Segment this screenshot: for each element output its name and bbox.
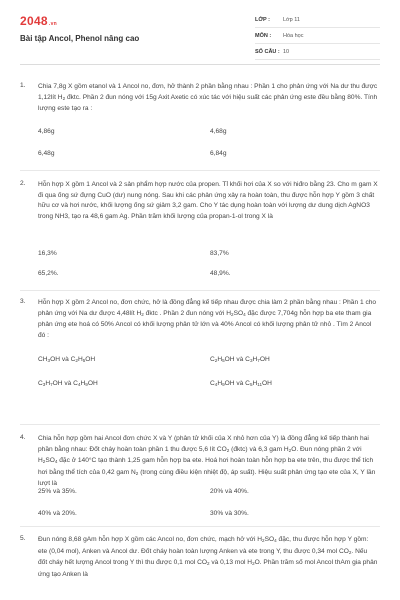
meta-row-subject	[255, 28, 380, 44]
option-a[interactable]: 4,86g	[38, 128, 55, 135]
logo-text: 2048	[20, 14, 48, 28]
question-number: 1.	[20, 82, 26, 89]
option-b[interactable]: 4,68g	[210, 128, 227, 135]
question-separator	[20, 170, 380, 171]
question-text: Chia hỗn hợp gồm hai Ancol đơn chức X và Y (phân tử khối của X nhỏ hơn của Y) là đồng đẳng kế tiếp thành hai phần bằng nhau: Đốt cháy hoàn toàn phần 1 thu được 5,6 lít $CO_2$ (đktc) và 6,3 gam $H_2O$. Đun nóng phần 2 với $H_2SO_4$ đặc ở 140°C tạo thành 1,25 gam hỗn hợp ba ete. Hoá hơi hoàn toàn hỗn hợp ba ete trên, thu được thể tích hơi bằng thể tích của 0,42 gam $N_2$ (trong cùng điều kiện nhiệt độ, áp suất). Hiệu suất phản ứng tạo ete của X, Y lần lượt là	[38, 435, 376, 488]
question-number: 3.	[20, 298, 26, 305]
option-a[interactable]: 16,3%	[38, 250, 57, 257]
option-a[interactable]: $CH_3OH$ và $C_2H_5OH$	[38, 356, 96, 363]
option-c[interactable]: $C_3H_7OH$ và $C_4H_9OH$	[38, 380, 98, 387]
question-text: Chia 7,8g X gồm etanol và 1 Ancol no, đơn, hở thành 2 phần bằng nhau : Phần 1 cho phản ứng với Na dư thu được 1,12lít $H_2$ đktc. Phần 2 đun nóng với 15g Axit Axetic có xúc tác với hiệu suất các phản ứng este đều bằng 80%. Tính lượng este tạo ra :	[38, 83, 378, 113]
option-b[interactable]: 20% và 40%.	[210, 488, 249, 495]
meta-row-count	[255, 44, 380, 60]
logo-suffix: .vn	[48, 21, 58, 27]
question-text: Hỗn hợp X gồm 2 Ancol no, đơn chức, hở là đồng đẳng kế tiếp nhau được chia làm 2 phần bằng nhau : Phần 1 cho phản ứng với Na dư được 4,48lít $H_2$ đktc . Phần 2 đun nóng với $H_2SO_4$ đặc được 7,704g hỗn hợp ba ete tham gia phản ứng ete hoá có 50% Ancol có khối lượng phân tử lớn và 40% Ancol có khối lượng phân tử nhỏ . Tìm 2 Ancol đó :	[38, 299, 377, 339]
option-d[interactable]: 48,9%.	[210, 270, 231, 277]
option-d[interactable]: 30% và 30%.	[210, 510, 249, 517]
meta-label: LỚP :	[255, 16, 270, 23]
meta-row-class	[255, 12, 380, 28]
meta-label: SỐ CÂU :	[255, 48, 280, 55]
question-separator	[20, 424, 380, 425]
option-d[interactable]: 6,84g	[210, 150, 227, 157]
site-logo[interactable]	[20, 14, 57, 28]
question-separator	[20, 526, 380, 527]
option-d[interactable]: $C_4H_9OH$ và $C_5H_{11}OH$	[210, 380, 272, 387]
header-divider	[20, 64, 380, 65]
option-c[interactable]: 65,2%.	[38, 270, 59, 277]
page-header	[0, 0, 400, 62]
question-text: Hỗn hợp X gồm 1 Ancol và 2 sản phẩm hợp nước của propen. Tỉ khối hơi của X so với hiđro bằng 23. Cho m gam X đi qua ống sứ đựng CuO (dư) nung nóng. Sau khi các phản ứng xảy ra hoàn toàn, thu được hỗn hợp Y gồm 3 chất hữu cơ và hơi nước, khối lượng ống sứ giảm 3,2 gam. Cho Y tác dụng hoàn toàn với lượng dư dung dịch AgNO3 trong NH3, tạo ra 48,6 gam Ag. Phần trăm khối lượng của propan-1-ol trong X là	[38, 181, 378, 220]
meta-label: MÔN :	[255, 32, 272, 39]
question-number: 4.	[20, 434, 26, 441]
option-b[interactable]: 83,7%	[210, 250, 229, 257]
question-text: Đun nóng 8,68 gAm hỗn hợp X gồm các Ancol no, đơn chức, mạch hở với $H_2SO_4$ đặc, thu được hỗn hợp Y gồm: ete (0,04 mol), Anken và Ancol dư. Đốt cháy hoàn toàn lượng Anken và ete trong Y, thu được 0,34 mol $CO_2$. Nếu đốt cháy hết lượng Ancol trong Y thì thu được 0,1 mol $CO_2$ và 0,13 mol $H_2O$. Phần trăm số mol Ancol thAm gia phản ứng tạo Anken là	[38, 536, 378, 578]
question-number: 5.	[20, 535, 26, 542]
meta-value: Hóa học	[283, 32, 304, 39]
page-title: Bài tập Ancol, Phenol nâng cao	[20, 34, 140, 43]
meta-box	[255, 12, 380, 60]
option-b[interactable]: $C_2H_5OH$ và $C_3H_7OH$	[210, 356, 270, 363]
question-separator	[20, 290, 380, 291]
option-a[interactable]: 25% và 35%.	[38, 488, 77, 495]
option-c[interactable]: 40% và 20%.	[38, 510, 77, 517]
meta-value: Lớp 11	[283, 16, 300, 23]
option-c[interactable]: 6,48g	[38, 150, 55, 157]
meta-value: 10	[283, 48, 290, 55]
question-number: 2.	[20, 180, 26, 187]
